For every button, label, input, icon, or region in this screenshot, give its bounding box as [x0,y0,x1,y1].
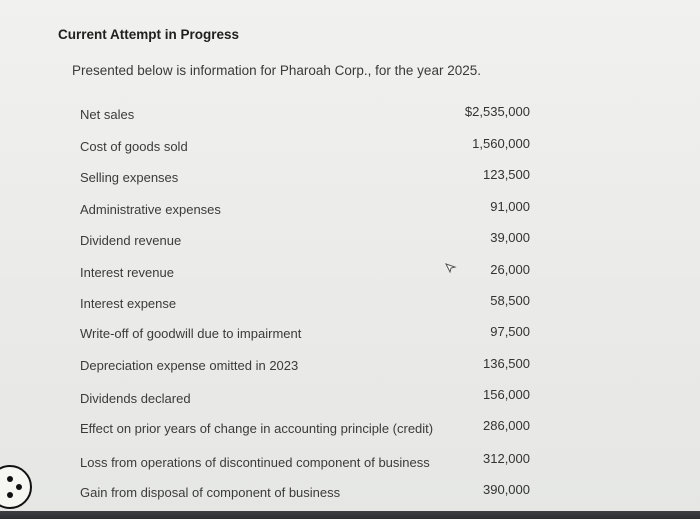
table-row [80,326,540,346]
table-row [80,167,540,190]
item-value: 123,500 [483,167,530,182]
item-label: Net sales [80,107,135,122]
table-row [80,418,540,441]
item-value: 312,000 [483,451,530,466]
chat-dot-icon [7,492,13,498]
item-value: 58,500 [490,293,530,308]
item-value: 97,500 [490,324,530,339]
item-label: Effect on prior years of change in accounting principle (credit) [80,421,434,436]
table-row [80,482,540,505]
item-value: 390,000 [483,482,530,497]
chat-dot-icon [7,476,13,482]
item-label: Loss from operations of discontinued component of business [80,455,430,470]
item-label: Cost of goods sold [80,139,188,154]
item-value: 136,500 [483,356,530,371]
table-row [80,136,540,159]
item-label: Depreciation expense omitted in 2023 [80,358,299,373]
item-label: Dividends declared [80,391,191,406]
table-row [80,199,540,222]
item-label: Interest revenue [80,265,174,280]
table-row [80,358,540,378]
table-row [80,387,540,411]
item-value: 1,560,000 [472,136,530,151]
item-value: 26,000 [490,262,530,277]
item-value: 39,000 [490,230,530,245]
table-row [80,293,540,316]
item-label: Interest expense [80,296,177,311]
mouse-cursor-icon [445,262,457,274]
table-row [80,262,540,285]
bottom-bar [0,511,700,519]
item-value: $2,535,000 [464,104,530,119]
chat-dot-icon [16,484,22,490]
chat-bubble-icon[interactable] [0,465,32,509]
item-value: 91,000 [490,199,530,214]
item-label: Selling expenses [80,170,179,185]
table-row [80,451,540,475]
item-label: Gain from disposal of component of business [80,485,341,500]
table-row [80,104,540,127]
table-row [80,230,540,253]
problem-intro-text: Presented below is information for Pharoah Corp., for the year 2025. [72,63,481,78]
item-label: Administrative expenses [80,202,221,217]
item-label: Dividend revenue [80,233,182,248]
item-label: Write-off of goodwill due to impairment [80,326,302,341]
item-value: 156,000 [483,387,530,402]
attempt-status-heading: Current Attempt in Progress [58,27,240,42]
item-value: 286,000 [483,418,530,433]
